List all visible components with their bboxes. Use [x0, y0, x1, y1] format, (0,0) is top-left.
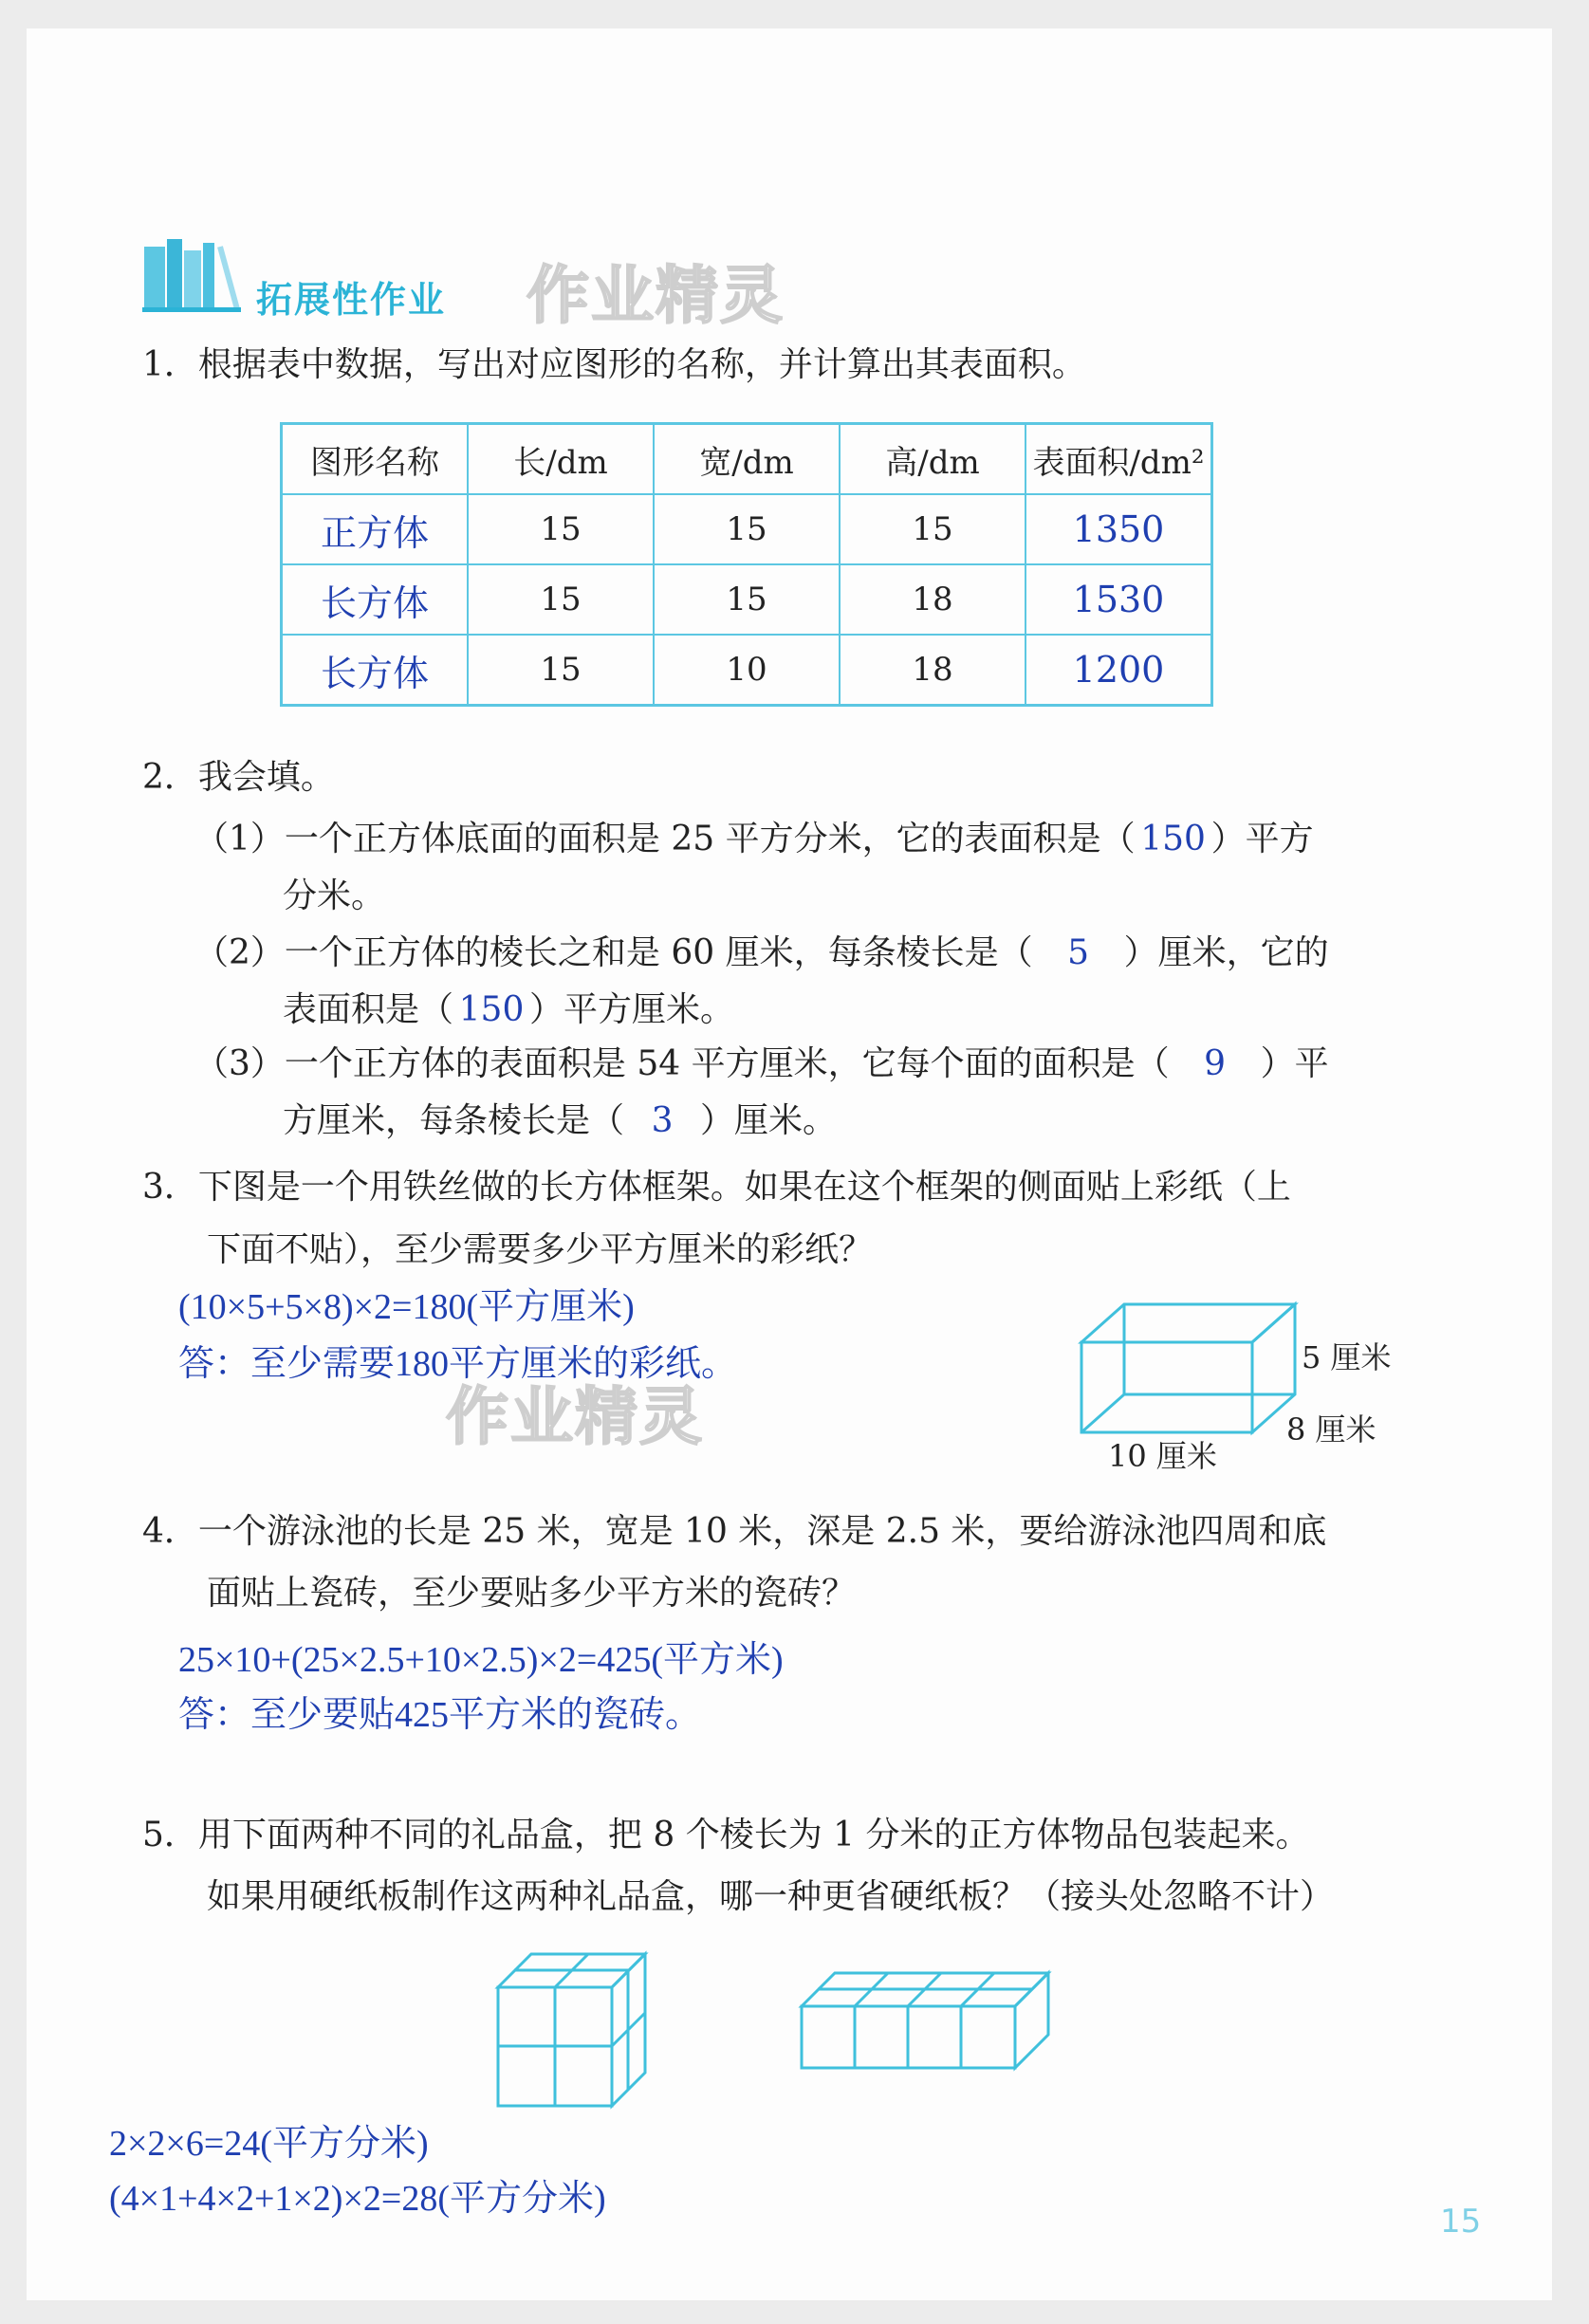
q5-line1: 5．用下面两种不同的礼品盒，把 8 个棱长为 1 分米的正方体物品包装起来。: [142, 1816, 1310, 1854]
cell-area: 1350: [1025, 494, 1212, 564]
cell-name: 长方体: [282, 635, 469, 706]
q2-part3: [194, 1036, 1329, 1093]
q3-line1: 3．下图是一个用铁丝做的长方体框架。如果在这个框架的侧面贴上彩纸（上: [142, 1168, 1291, 1207]
q2-p3-text2: 方厘米，每条棱长是（: [283, 1101, 625, 1140]
q2-part2: [194, 925, 1329, 982]
q3-line2: 下面不贴），至少需要多少平方厘米的彩纸？: [207, 1230, 874, 1269]
watermark: 作业精灵: [446, 1380, 704, 1453]
q3-answer-calc: (10×5+5×8)×2=180(平方厘米): [178, 1287, 635, 1327]
cuboid-front-face: [1081, 1342, 1252, 1432]
page-number: 15: [1440, 2203, 1482, 2241]
col-height: 高/dm: [840, 424, 1025, 495]
table-row: [282, 494, 1212, 564]
q2-p3-text: （3）一个正方体的表面积是 54 平方厘米，它每个面的面积是（: [194, 1044, 1170, 1083]
q2-p1-cont: 分米。: [283, 876, 386, 915]
q2-p1-text-end: ）平方: [1210, 820, 1314, 858]
section-title: 拓展性作业: [256, 279, 447, 321]
q4-answer-calc: 25×10+(25×2.5+10×2.5)×2=425(平方米): [178, 1640, 784, 1680]
q2-p2-cont: [283, 982, 734, 1039]
table-row: [282, 564, 1212, 635]
table-row: [282, 635, 1212, 706]
q1-text: 1．根据表中数据，写出对应图形的名称，并计算出其表面积。: [142, 345, 1086, 384]
books-icon: [142, 237, 242, 313]
col-area: 表面积/dm²: [1025, 424, 1212, 495]
cell-name: 正方体: [282, 494, 469, 564]
long-box-4x1x2: [797, 1968, 1053, 2077]
col-width: 宽/dm: [654, 424, 840, 495]
q2-p2-text2: 表面积是（: [283, 990, 454, 1029]
q2-p3-cont: [283, 1093, 837, 1150]
col-length: 长/dm: [468, 424, 654, 495]
q3-answer-text: 答：至少需要180平方厘米的彩纸。: [178, 1344, 738, 1384]
label-length: 10 厘米: [1108, 1438, 1217, 1470]
q5-answer-calc2: (4×1+4×2+1×2)×2=28(平方分米): [109, 2179, 606, 2219]
q2-p3-text-mid: ）平: [1260, 1044, 1329, 1083]
cell-area: 1530: [1025, 564, 1212, 635]
q2-p3-answer1: 9: [1204, 1044, 1227, 1083]
cell-height: 18: [840, 564, 1025, 635]
cell-name: 长方体: [282, 564, 469, 635]
col-name: 图形名称: [282, 424, 469, 495]
q4-line2: 面贴上瓷砖，至少要贴多少平方米的瓷砖？: [207, 1574, 857, 1613]
q2-p2-answer1: 5: [1067, 933, 1090, 972]
q2-p2-answer2: 150: [458, 990, 525, 1029]
cell-length: 15: [468, 494, 654, 564]
q2-p1-answer: 150: [1140, 820, 1206, 858]
cube-box-2x2x2: [493, 1949, 655, 2115]
cell-height: 18: [840, 635, 1025, 706]
cell-width: 15: [654, 494, 840, 564]
label-height: 5 厘米: [1302, 1339, 1392, 1375]
watermark: 作业精灵: [527, 259, 785, 332]
q1-table: [280, 422, 1213, 707]
cell-height: 15: [840, 494, 1025, 564]
q5-answer-calc1: 2×2×6=24(平方分米): [109, 2124, 429, 2164]
cell-width: 15: [654, 564, 840, 635]
q2-p2-text-mid: ）厘米，它的: [1123, 933, 1329, 972]
q2-title: 2．我会填。: [142, 758, 335, 797]
q2-p3-text-end: ）厘米。: [700, 1101, 838, 1140]
label-width: 8 厘米: [1286, 1411, 1377, 1448]
cuboid-top-face: [1081, 1304, 1295, 1342]
q2-part1: [194, 811, 1314, 868]
cell-length: 15: [468, 564, 654, 635]
q2-p3-answer2: 3: [651, 1101, 674, 1140]
q5-line2: 如果用硬纸板制作这两种礼品盒，哪一种更省硬纸板？（接头处忽略不计）: [207, 1877, 1335, 1916]
q2-p1-text: （1）一个正方体底面的面积是 25 平方分米，它的表面积是（: [194, 820, 1136, 858]
q2-p2-text: （2）一个正方体的棱长之和是 60 厘米，每条棱长是（: [194, 933, 1033, 972]
cell-width: 10: [654, 635, 840, 706]
cell-area: 1200: [1025, 635, 1212, 706]
table-header-row: [282, 424, 1212, 495]
q2-p2-text-end: ）平方厘米。: [529, 990, 735, 1029]
cuboid-left-bottom-edge: [1081, 1394, 1124, 1432]
q4-answer-text: 答：至少要贴425平方米的瓷砖。: [178, 1695, 702, 1735]
cell-length: 15: [468, 635, 654, 706]
q4-line1: 4．一个游泳池的长是 25 米，宽是 10 米，深是 2.5 米，要给游泳池四周和底: [142, 1512, 1327, 1551]
cuboid-frame-diagram: [1062, 1290, 1423, 1470]
